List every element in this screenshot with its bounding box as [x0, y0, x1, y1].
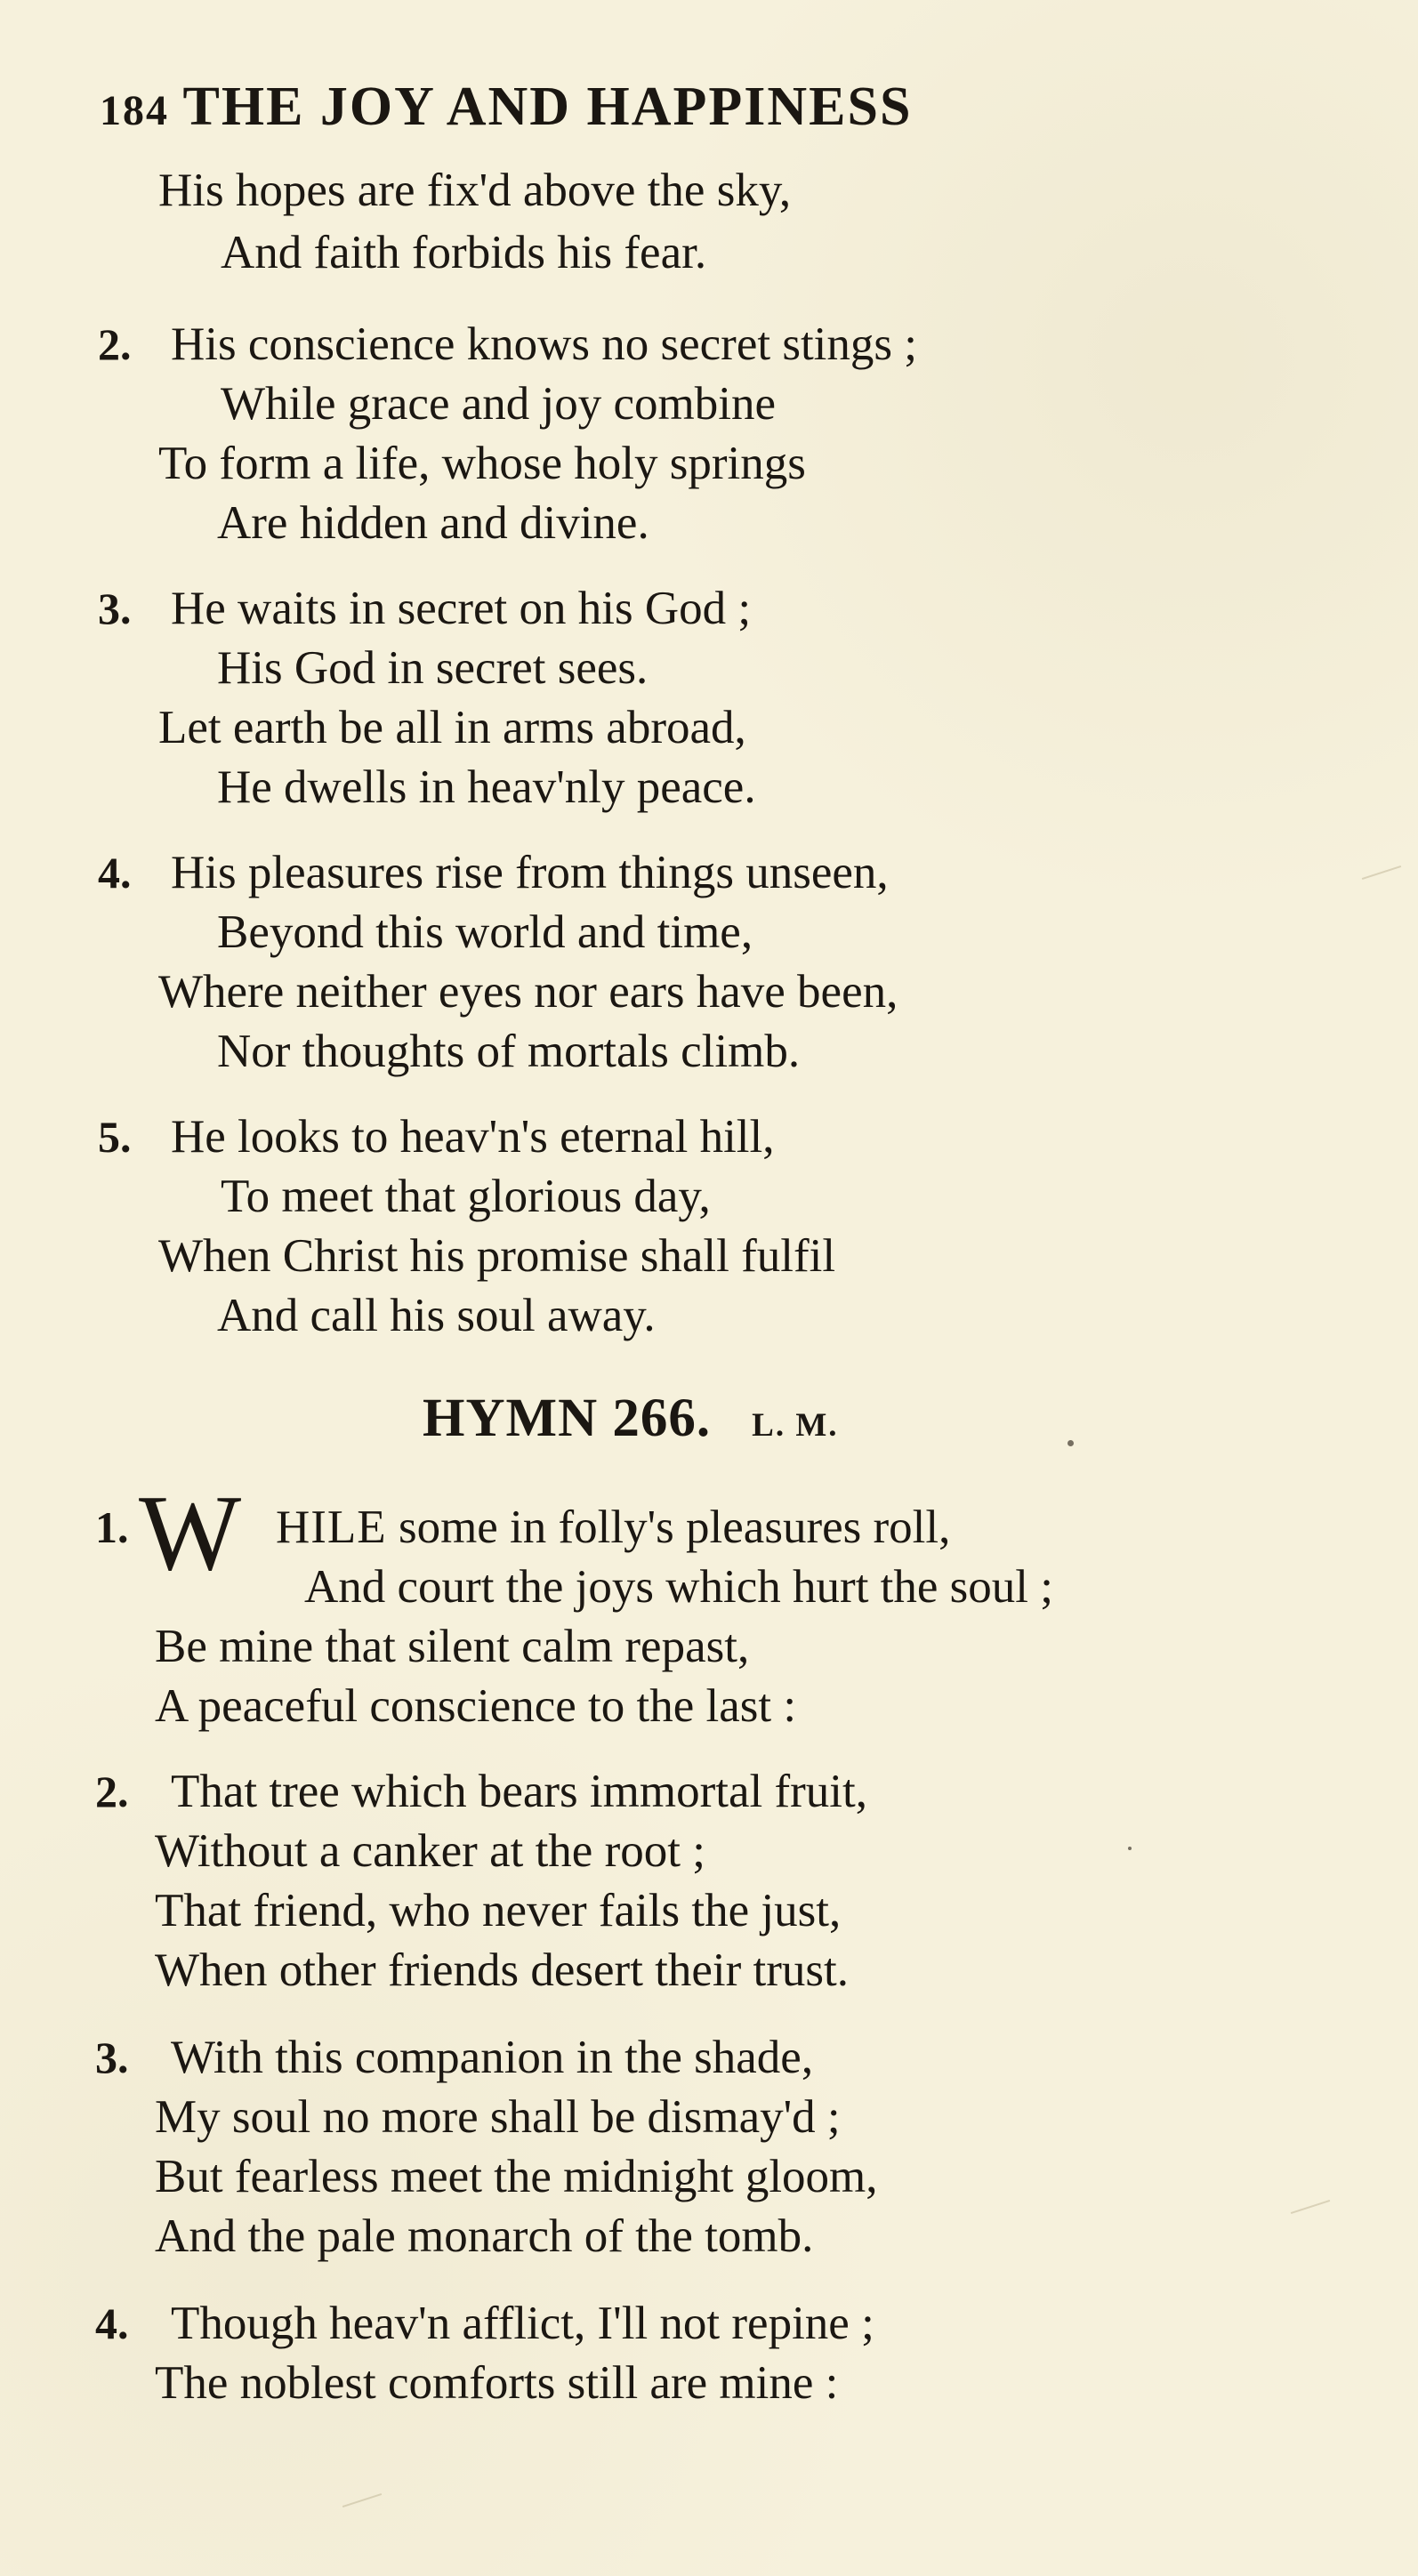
drop-cap-letter: W	[139, 1473, 242, 1593]
hymn-266-verse-4-line-2: The noblest comforts still are mine :	[155, 2357, 839, 2409]
ink-speck	[1128, 1847, 1132, 1850]
hymn-266-verse-1-line-3: Be mine that silent calm repast,	[155, 1621, 750, 1672]
continuation-line-1: His hopes are fix'd above the sky,	[158, 165, 792, 216]
verse-2-line-3: To form a life, whose holy springs	[158, 438, 806, 489]
verse-2-line-1: His conscience knows no secret stings ;	[171, 318, 917, 370]
hymn-266-verse-2-line-1: That tree which bears immortal fruit,	[171, 1766, 867, 1817]
first-word-continuation: HILE	[276, 1501, 387, 1553]
verse-3-line-3: Let earth be all in arms abroad,	[158, 702, 746, 753]
verse-4-line-2: Beyond this world and time,	[217, 906, 753, 958]
hymn-266-verse-1-line-2: And court the joys which hurt the soul ;	[304, 1561, 1053, 1613]
verse-5-line-2: To meet that glorious day,	[221, 1171, 711, 1222]
hymn-266-verse-2-line-2: Without a canker at the root ;	[155, 1825, 705, 1877]
hymn-266-verse-3-line-1: With this companion in the shade,	[171, 2032, 814, 2083]
verse-4-line-3: Where neither eyes nor ears have been,	[158, 966, 898, 1018]
hymn-266-verse-1-line-1	[276, 1497, 950, 1558]
verse-5-line-1: He looks to heav'n's eternal hill,	[171, 1111, 775, 1163]
ink-speck	[1068, 1440, 1074, 1446]
paper-mark	[1291, 2200, 1330, 2214]
verse-number-3: 3.	[98, 584, 132, 633]
verse-5-line-4: And call his soul away.	[217, 1290, 656, 1341]
hymn-266-verse-1-line-4: A peaceful conscience to the last :	[155, 1680, 797, 1732]
hymn-266-verse-number-4: 4.	[95, 2298, 129, 2348]
verse-5-line-3: When Christ his promise shall fulfil	[158, 1230, 836, 1282]
hymn-meter: L. M.	[752, 1407, 839, 1444]
paper-mark	[1362, 865, 1401, 880]
page-number: 184	[100, 87, 169, 134]
verse-3-line-1: He waits in secret on his God ;	[171, 583, 752, 634]
verse-3-line-4: He dwells in heav'nly peace.	[217, 761, 756, 813]
page-header-title: THE JOY AND HAPPINESS	[182, 76, 913, 137]
continuation-line-2: And faith forbids his fear.	[221, 227, 707, 278]
hymn-266-verse-3-line-4: And the pale monarch of the tomb.	[155, 2210, 814, 2262]
hymn-266-heading	[423, 1379, 1099, 1459]
hymn-266-verse-number-3: 3.	[95, 2033, 129, 2082]
verse-number-4: 4.	[98, 848, 132, 898]
running-head	[100, 62, 1123, 151]
verse-4-line-1: His pleasures rise from things unseen,	[171, 847, 889, 898]
verse-2-line-4: Are hidden and divine.	[217, 497, 649, 549]
verse-2-line-2: While grace and joy combine	[221, 378, 776, 430]
hymn-266-verse-2-line-3: That friend, who never fails the just,	[155, 1885, 842, 1936]
hymn-266-verse-number-2: 2.	[95, 1767, 129, 1816]
verse-number-5: 5.	[98, 1112, 132, 1162]
verse-4-line-4: Nor thoughts of mortals climb.	[217, 1026, 801, 1077]
hymn-266-verse-1-line-1-text: some in folly's pleasures roll,	[398, 1501, 951, 1553]
hymn-266-verse-2-line-4: When other friends desert their trust.	[155, 1944, 850, 1996]
hymn-266-verse-3-line-2: My soul no more shall be dismay'd ;	[155, 2091, 841, 2143]
paper-mark	[342, 2493, 382, 2508]
hymn-title: HYMN 266.	[423, 1389, 712, 1448]
verse-number-2: 2.	[98, 319, 132, 369]
hymn-266-verse-4-line-1: Though heav'n afflict, I'll not repine ;	[171, 2298, 874, 2349]
verse-3-line-2: His God in secret sees.	[217, 642, 649, 694]
hymn-266-verse-number-1: 1.	[95, 1502, 129, 1552]
hymn-266-verse-3-line-3: But fearless meet the midnight gloom,	[155, 2151, 878, 2202]
